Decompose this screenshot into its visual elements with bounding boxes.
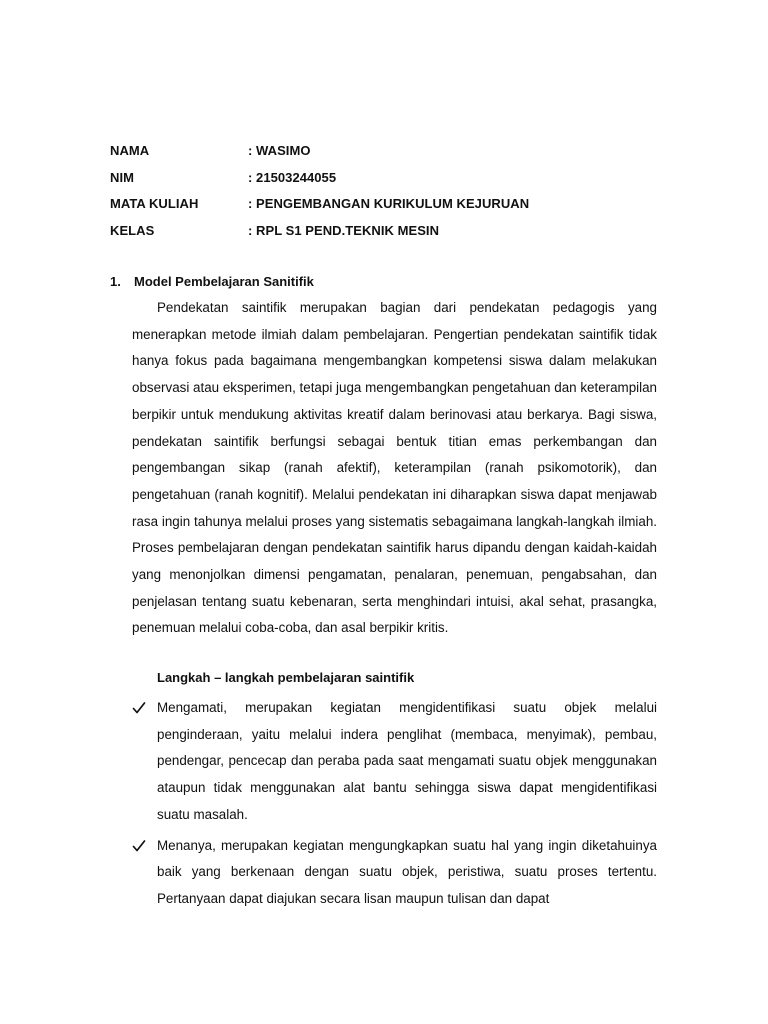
- body-paragraph: Pendekatan saintifik merupakan bagian dari pendekatan pedagogis yang menerapkan metode ilmiah dalam pembelajaran. Pengertian pendekatan saintifik tidak hanya fokus pada bagaimana mengembangkan kompetensi siswa dalam melakukan observasi atau eksperimen, tetapi juga mengembangkan pengetahuan dan keterampilan berpikir untuk mendukung aktivitas kreatif dalam berinovasi atau berkarya. Bagi siswa, pendekatan saintifik berfungsi sebagai bentuk titian emas perkembangan dan pengembangan sikap (ranah afektif), keterampilan (ranah psikomotorik), dan pengetahuan (ranah kognitif). Melalui pendekatan ini diharapkan siswa dapat menjawab rasa ingin tahunya melalui proses yang sistematis sebagaimana langkah-langkah ilmiah. Proses pembelajaran dengan pendekatan saintifik harus dipandu dengan kaidah-kaidah yang menonjolkan dimensi pengamatan, penalaran, penemuan, pengabsahan, dan penjelasan tentang suatu kebenaran, serta menghindari intuisi, akal sehat, prasangka, penemuan melalui coba-coba, dan asal berpikir kritis.: [132, 300, 657, 636]
- list-item: [132, 833, 657, 913]
- list-item-text: Mengamati, merupakan kegiatan mengidentifikasi suatu objek melalui penginderaan, yaitu melalui indera penglihat (membaca, menyimak), pembau, pendengar, pencecap dan peraba pada saat mengamati suatu objek menggunakan ataupun tidak menggunakan alat bantu sehingga siswa dapat mengidentifikasi suatu masalah.: [157, 700, 657, 822]
- info-row-kelas: [110, 217, 670, 244]
- section-number: 1.: [110, 274, 121, 289]
- steps-list: [132, 695, 657, 917]
- info-row-nama: [110, 137, 670, 164]
- checkmark-icon: [132, 833, 154, 860]
- info-value: : RPL S1 PEND.TEKNIK MESIN: [248, 222, 440, 238]
- list-item: [132, 695, 657, 829]
- info-label: MATA KULIAH: [110, 196, 199, 212]
- list-item-text: Menanya, merupakan kegiatan mengungkapkan suatu hal yang ingin diketahuinya baik yang berkenaan dengan suatu objek, peristiwa, suatu proses tertentu. Pertanyaan dapat diajukan secara lisan maupun tulisan dan dapat: [157, 837, 657, 906]
- section-heading: [110, 274, 314, 289]
- steps-subheading: Langkah – langkah pembelajaran saintifik: [157, 670, 415, 685]
- info-value: : PENGEMBANGAN KURIKULUM KEJURUAN: [248, 196, 530, 212]
- student-info-table: [110, 137, 670, 244]
- info-label: KELAS: [110, 222, 155, 238]
- info-row-nim: [110, 164, 670, 191]
- info-value: : 21503244055: [248, 169, 337, 185]
- info-value: : WASIMO: [248, 142, 311, 158]
- info-label: NIM: [110, 169, 134, 185]
- info-row-mata-kuliah: [110, 190, 670, 217]
- checkmark-icon: [132, 695, 154, 722]
- info-label: NAMA: [110, 142, 150, 158]
- section-title-text: Model Pembelajaran Sanitifik: [134, 274, 314, 289]
